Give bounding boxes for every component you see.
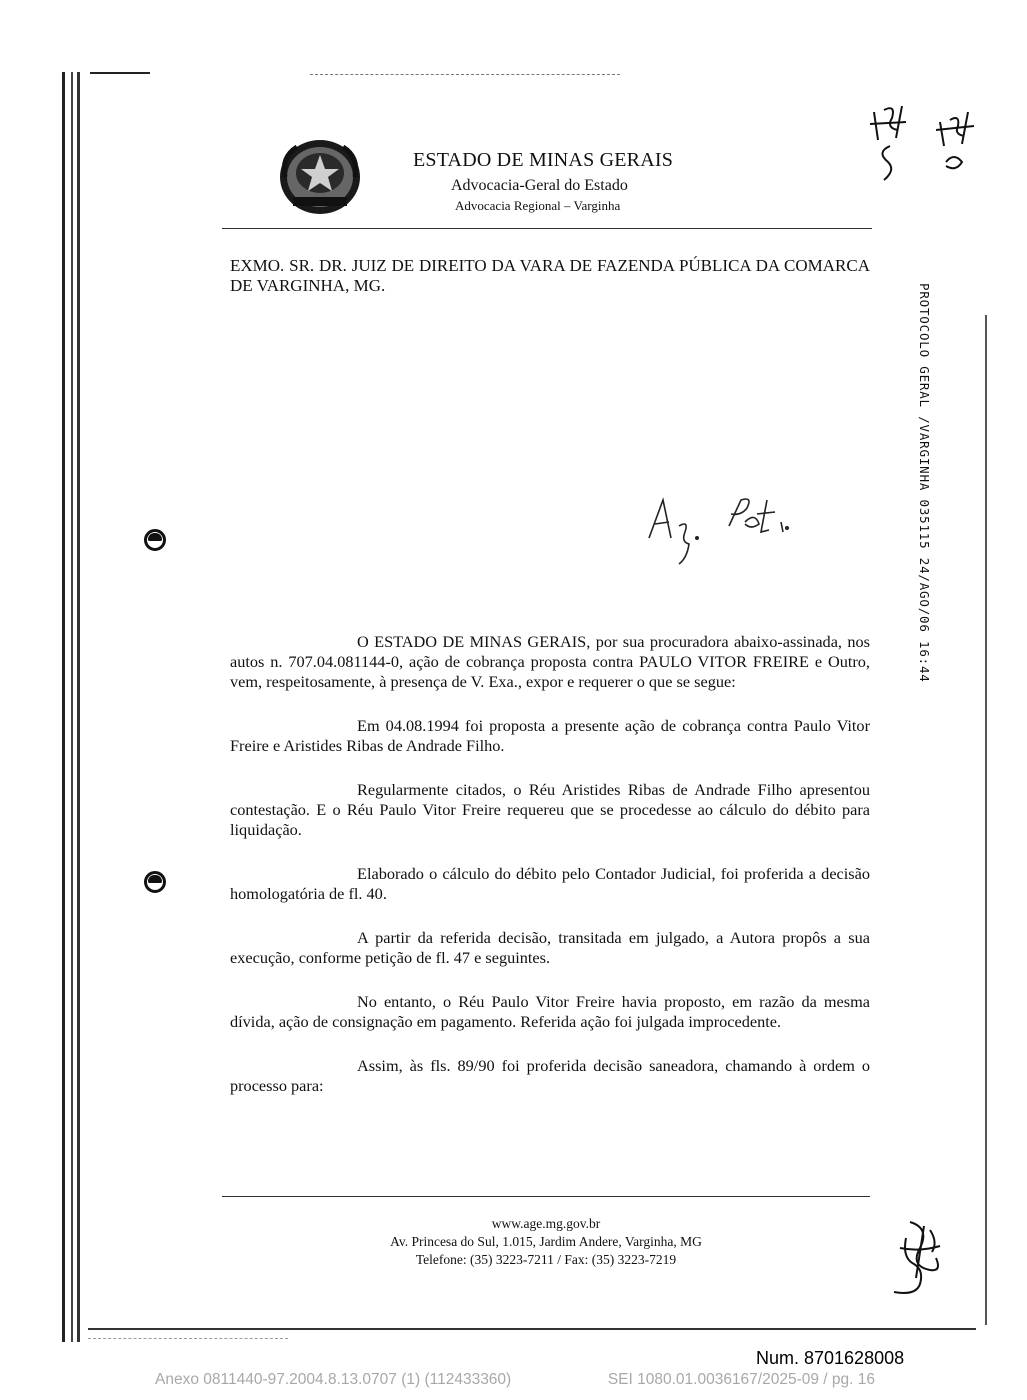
scan-bottom-dash xyxy=(88,1338,288,1339)
body-paragraph: O ESTADO DE MINAS GERAIS, por sua procuradora abaixo-assinada, nos autos n. 707.04.081144-0, ação de cobrança proposta contra PAULO VITOR FREIRE e Outro, vem, respeitosamente, à presença de V. Exa., expor e requerer o que se segue: xyxy=(230,632,870,691)
scan-top-dashes xyxy=(310,74,620,75)
header-subtitle: Advocacia-Geral do Estado xyxy=(451,177,628,194)
protocol-stamp-text: PROTOCOLO GERAL /VARGINHA 035115 24/AGO/06 16:44 xyxy=(917,283,932,683)
punch-hole-icon xyxy=(144,529,166,551)
footer-address: Av. Princesa do Sul, 1.015, Jardim Andere, Varginha, MG xyxy=(390,1234,702,1249)
annex-footer xyxy=(155,1371,875,1389)
scan-bottom-line xyxy=(88,1328,976,1330)
sei-reference: SEI 1080.01.0036167/2025-09 / pg. 16 xyxy=(607,1371,875,1388)
footer-divider xyxy=(222,1196,870,1197)
punch-hole-icon xyxy=(144,871,166,893)
document-body xyxy=(230,632,870,1120)
protocol-stamp xyxy=(914,283,934,683)
body-paragraph: Elaborado o cálculo do débito pelo Contador Judicial, foi proferida a decisão homologatória de fl. 40. xyxy=(230,864,870,903)
coat-of-arms-seal xyxy=(275,137,365,219)
handwritten-signature xyxy=(880,1218,955,1300)
document-number: Num. 8701628008 xyxy=(756,1348,905,1368)
scan-top-line xyxy=(90,72,150,74)
body-paragraph: No entanto, o Réu Paulo Vitor Freire havia proposto, em razão da mesma dívida, ação de consignação em pagamento. Referida ação foi julgada improcedente. xyxy=(230,992,870,1031)
body-paragraph: A partir da referida decisão, transitada em julgado, a Autora propôs a sua execução, conforme petição de fl. 47 e seguintes. xyxy=(230,928,870,967)
header-office: Advocacia Regional – Varginha xyxy=(455,198,621,213)
scan-left-edge xyxy=(62,72,90,1342)
header-title: ESTADO DE MINAS GERAIS xyxy=(413,149,674,171)
handwritten-annotation xyxy=(645,492,795,572)
handwritten-page-number xyxy=(866,100,981,185)
scan-right-edge xyxy=(985,315,987,1325)
body-paragraph: Assim, às fls. 89/90 foi proferida decisão saneadora, chamando à ordem o processo para: xyxy=(230,1056,870,1095)
handwritten-number-text: 127 xyxy=(924,120,926,121)
body-paragraph: Em 04.08.1994 foi proposta a presente ação de cobrança contra Paulo Vitor Freire e Aristides Ribas de Andrade Filho. xyxy=(230,716,870,755)
footer-website: www.age.mg.gov.br xyxy=(491,1216,601,1231)
footer-phone: Telefone: (35) 3223-7211 / Fax: (35) 3223-7219 xyxy=(415,1252,677,1267)
body-paragraph: Regularmente citados, o Réu Aristides Ribas de Andrade Filho apresentou contestação. E o Réu Paulo Vitor Freire requereu que se procedesse ao cálculo do débito para liquidação. xyxy=(230,780,870,839)
header-divider xyxy=(222,228,872,229)
annex-reference: Anexo 0811440-97.2004.8.13.0707 (1) (112433360) xyxy=(155,1371,512,1388)
addressee-block: EXMO. SR. DR. JUIZ DE DIREITO DA VARA DE FAZENDA PÚBLICA DA COMARCA DE VARGINHA, MG. xyxy=(230,256,870,295)
footer-block xyxy=(222,1215,870,1269)
